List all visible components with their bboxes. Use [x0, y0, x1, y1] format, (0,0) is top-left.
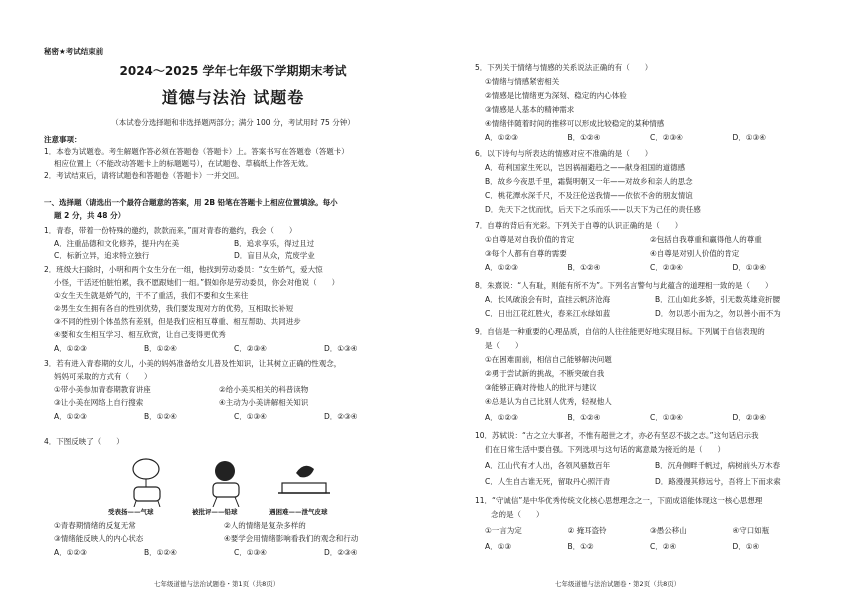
- notice-heading: 注意事项：: [44, 135, 82, 144]
- question-stem: 妈妈可采取的方式有（ ）: [54, 372, 152, 381]
- statement: ②男生女生拥有各自的性别优势，我们要发现对方的优势，互相取长补短: [54, 304, 294, 313]
- option: A．①②③: [485, 413, 518, 422]
- exam-title: 2024～2025 学年七年级下学期期末考试: [119, 64, 347, 78]
- option: D．①④: [732, 542, 760, 551]
- statement: ②包括自我尊重和赢得他人的尊重: [650, 235, 762, 244]
- statement: ①在困难面前，相信自己能够解决问题: [485, 355, 612, 364]
- options-row: [485, 262, 815, 273]
- shotput-head-cartoon: [199, 455, 254, 507]
- option: D．②③④: [732, 413, 766, 422]
- statement: ③不同的性别个体虽然有差别，但是我们应相互尊重、相互帮助、共同进步: [54, 317, 301, 326]
- question-stem: 是（ ）: [485, 341, 523, 350]
- question-stem: 9．自信是一种重要的心理品质，自信的人往往能更好地实现目标。下列属于自信表现的: [475, 327, 765, 336]
- option: C．①③④: [650, 413, 683, 422]
- option: C．①③④: [234, 412, 267, 421]
- page-footer: 七年级道德与法治试题卷・第1页（共8页）: [154, 580, 280, 588]
- statement: ④要和女生相互学习、相互欣赏，让自己变得更优秀: [54, 330, 226, 339]
- statements-row: [54, 384, 384, 395]
- options-row: [485, 412, 815, 423]
- statement: ①女生天生就是娇气的，干不了重活，我们不要和女生来往: [54, 291, 249, 300]
- statement: ③每个人都有自尊的需要: [485, 249, 567, 258]
- statement: ②勇于尝试新的挑战，不断突破自我: [485, 369, 605, 378]
- option: B．①②④: [144, 412, 177, 421]
- question-stem: 11．“守诚信”是中华优秀传统文化核心思想理念之一，下面成语能体现这一核心思想理: [475, 496, 763, 505]
- options-row: [54, 411, 414, 422]
- statement: B．故乡今夜思千里，霜鬓明朝又一年——对故乡和亲人的思念: [485, 177, 693, 186]
- option: B．①②④: [144, 548, 177, 557]
- option: D．路漫漫其修远兮，吾将上下而求索: [655, 477, 781, 486]
- option: A．长风破浪会有时，直挂云帆济沧海: [485, 295, 611, 304]
- statement: ④要学会用情绪影响看我们的观念和行动: [224, 534, 359, 543]
- option: C．人生自古谁无死，留取丹心照汗青: [485, 477, 611, 486]
- option: C．②③④: [650, 133, 683, 142]
- exam-meta: （本试卷分选择题和非选择题两部分；满分 100 分，考试用时 75 分钟）: [111, 118, 355, 127]
- section-title: 一、选择题（请选出一个最符合题意的答案，用 2B 铅笔在答题卡上相应位置填涂。每小: [44, 198, 338, 207]
- statement: ③情感是人基本的精神需求: [485, 105, 575, 114]
- statement: ④主动为小美讲解相关知识: [219, 398, 309, 407]
- statement: ③让小美在网络上自行搜索: [54, 398, 144, 407]
- question-stem: 们在日常生活中要自强。下列选项与这句话的寓意最为接近的是（ ）: [485, 445, 725, 454]
- flat-ball-cartoon: [274, 455, 334, 507]
- statement: ①自尊是对自我价值的肯定: [485, 235, 575, 244]
- cartoon-caption: 遇困难——泄气皮球: [269, 508, 328, 516]
- option: A．①②③: [54, 344, 87, 353]
- statement: C．桃花潭水深千尺，不及汪伦送我情——依依不舍的朋友情谊: [485, 191, 693, 200]
- cartoon-caption: 被批评——铅球: [192, 508, 238, 516]
- option: C．②③④: [234, 344, 267, 353]
- options-row: [485, 476, 825, 487]
- option: C．②④: [650, 542, 677, 551]
- option: A．注重品德和文化修养，提升内在美: [54, 239, 180, 248]
- option: C．②③④: [650, 263, 683, 272]
- statement: ②情感是比情绪更为深刻、稳定的内心体验: [485, 91, 627, 100]
- options-row: [54, 250, 414, 261]
- options-row: [485, 308, 825, 319]
- statements-row: [485, 234, 815, 245]
- question-stem: 2．班级大扫除时，小明和两个女生分在一组，他找到劳动委员：“女生娇气，爱大惊: [44, 265, 323, 274]
- statements-row: [54, 520, 394, 531]
- statement: ①青春期情绪的反复无常: [54, 521, 136, 530]
- page-footer: 七年级道德与法治试题卷・第2页（共8页）: [555, 580, 681, 588]
- statements-row: [485, 525, 815, 536]
- statement: A．苟利国家生死以，岂因祸福避趋之——献身祖国的道德感: [485, 163, 686, 172]
- option: B．追求享乐，得过且过: [234, 239, 315, 248]
- options-row: [485, 541, 815, 552]
- option: A．①③: [485, 542, 512, 551]
- options-row: [485, 132, 815, 143]
- option: D．①③④: [324, 344, 358, 353]
- option: D．勿以恶小而为之，勿以善小而不为: [655, 309, 781, 318]
- question-stem: 念的是（ ）: [491, 510, 544, 519]
- options-row: [485, 294, 825, 305]
- option: D．①③④: [732, 133, 766, 142]
- question-stem: 5．下列关于情绪与情感的关系说法正确的有（ ）: [475, 63, 653, 72]
- balloon-head-cartoon: [124, 455, 179, 507]
- statement: ② 掩耳盗铃: [567, 526, 607, 535]
- options-row: [54, 238, 414, 249]
- option: B．①②④: [567, 133, 601, 142]
- section-title: 题 2 分，共 48 分）: [54, 211, 126, 220]
- statement: D．先天下之忧而忧，后天下之乐而乐——以天下为己任的责任感: [485, 205, 701, 214]
- option: A．①②③: [54, 548, 87, 557]
- notice-line: 2．考试结束后，请将试题卷和答题卷（答题卡）一并交回。: [44, 171, 244, 180]
- notice-line: 相应位置上（不能改动答题卡上的标题题号），在试题卷、草稿纸上作答无效。: [54, 159, 313, 168]
- question-stem: 小怪，干活还怕脏怕累，我不愿跟她们一组。”假如你是劳动委员，你会对他说（ ）: [54, 278, 340, 287]
- statement: ④自尊是对别人价值的肯定: [650, 249, 740, 258]
- option: C．①③④: [234, 548, 267, 557]
- question-stem: 4．下图反映了（ ）: [44, 437, 124, 446]
- statement: ①带小美参加青春期教育讲座: [54, 385, 151, 394]
- option: B．①②④: [144, 344, 177, 353]
- option: B．①②④: [567, 413, 601, 422]
- option: D．②③④: [324, 548, 358, 557]
- option: B．①②: [567, 542, 594, 551]
- option: A．江山代有才人出，各领风骚数百年: [485, 461, 611, 470]
- statement: ④守口如瓶: [732, 526, 770, 535]
- option: C．日出江花红胜火，春来江水绿如蓝: [485, 309, 611, 318]
- option: A．①②③: [485, 263, 518, 272]
- question-stem: 10．苏轼说：“古之立大事者，不惟有超世之才，亦必有坚忍不拔之志。”这句话启示我: [475, 431, 759, 440]
- option: A．①②③: [54, 412, 87, 421]
- statement: ①一言为定: [485, 526, 522, 535]
- question-stem: 6．以下诗句与所表达的情感对应不准确的是（ ）: [475, 149, 653, 158]
- options-row: [54, 343, 414, 354]
- option: A．①②③: [485, 133, 518, 142]
- subject-title: 道德与法治 试题卷: [161, 88, 305, 107]
- option: D．①③④: [732, 263, 766, 272]
- option: B．江山如此多娇，引无数英雄竞折腰: [655, 295, 781, 304]
- statement: ③能够正确对待他人的批评与建议: [485, 383, 597, 392]
- question-stem: 7．自尊的背后有光彩。下列关于自尊的认识正确的是（ ）: [475, 221, 683, 230]
- statements-row: [54, 397, 384, 408]
- question-stem: 1．青春，带着一份特殊的邀约，款款而来，”面对青春的邀约，我会（ ）: [44, 226, 297, 235]
- statement: ③愚公移山: [650, 526, 687, 535]
- statement: ②人的情绪是复杂多样的: [224, 521, 306, 530]
- option: B．沉舟侧畔千帆过，病树前头万木春: [655, 461, 781, 470]
- statement: ③情绪能反映人的内心状态: [54, 534, 144, 543]
- question-stem: 3．若有进入青春期的女儿，小美的妈妈准备给女儿普及性知识，让其树立正确的性观念，: [44, 359, 342, 368]
- statement: ①情绪与情感紧密相关: [485, 77, 560, 86]
- option: B．①②④: [567, 263, 601, 272]
- statements-row: [485, 248, 815, 259]
- notice-line: 1．本卷为试题卷。考生解题作答必须在答题卷（答题卡）上。答案书写在答题卷（答题卡）: [44, 147, 349, 156]
- option: C．标新立异，追求特立独行: [54, 251, 150, 260]
- question-stem: 8．朱熹说：“人有耻，则能有所不为”。下列名言警句与此蕴含的道理相一致的是（ ）: [475, 281, 773, 290]
- statements-row: [54, 533, 394, 544]
- options-row: [485, 460, 825, 471]
- statement: ④总是认为自己比别人优秀，轻视他人: [485, 397, 612, 406]
- secret-label: 秘密★考试结束前: [44, 47, 104, 56]
- option: D．盲目从众，荒废学业: [234, 251, 315, 260]
- cartoon-caption: 受表扬——气球: [108, 508, 154, 516]
- option: D．②③④: [324, 412, 358, 421]
- statement: ④情绪伴随着时间的推移可以形成比较稳定的某种情感: [485, 119, 665, 128]
- statement: ②给小美买相关的科普读物: [219, 385, 309, 394]
- options-row: [54, 547, 414, 558]
